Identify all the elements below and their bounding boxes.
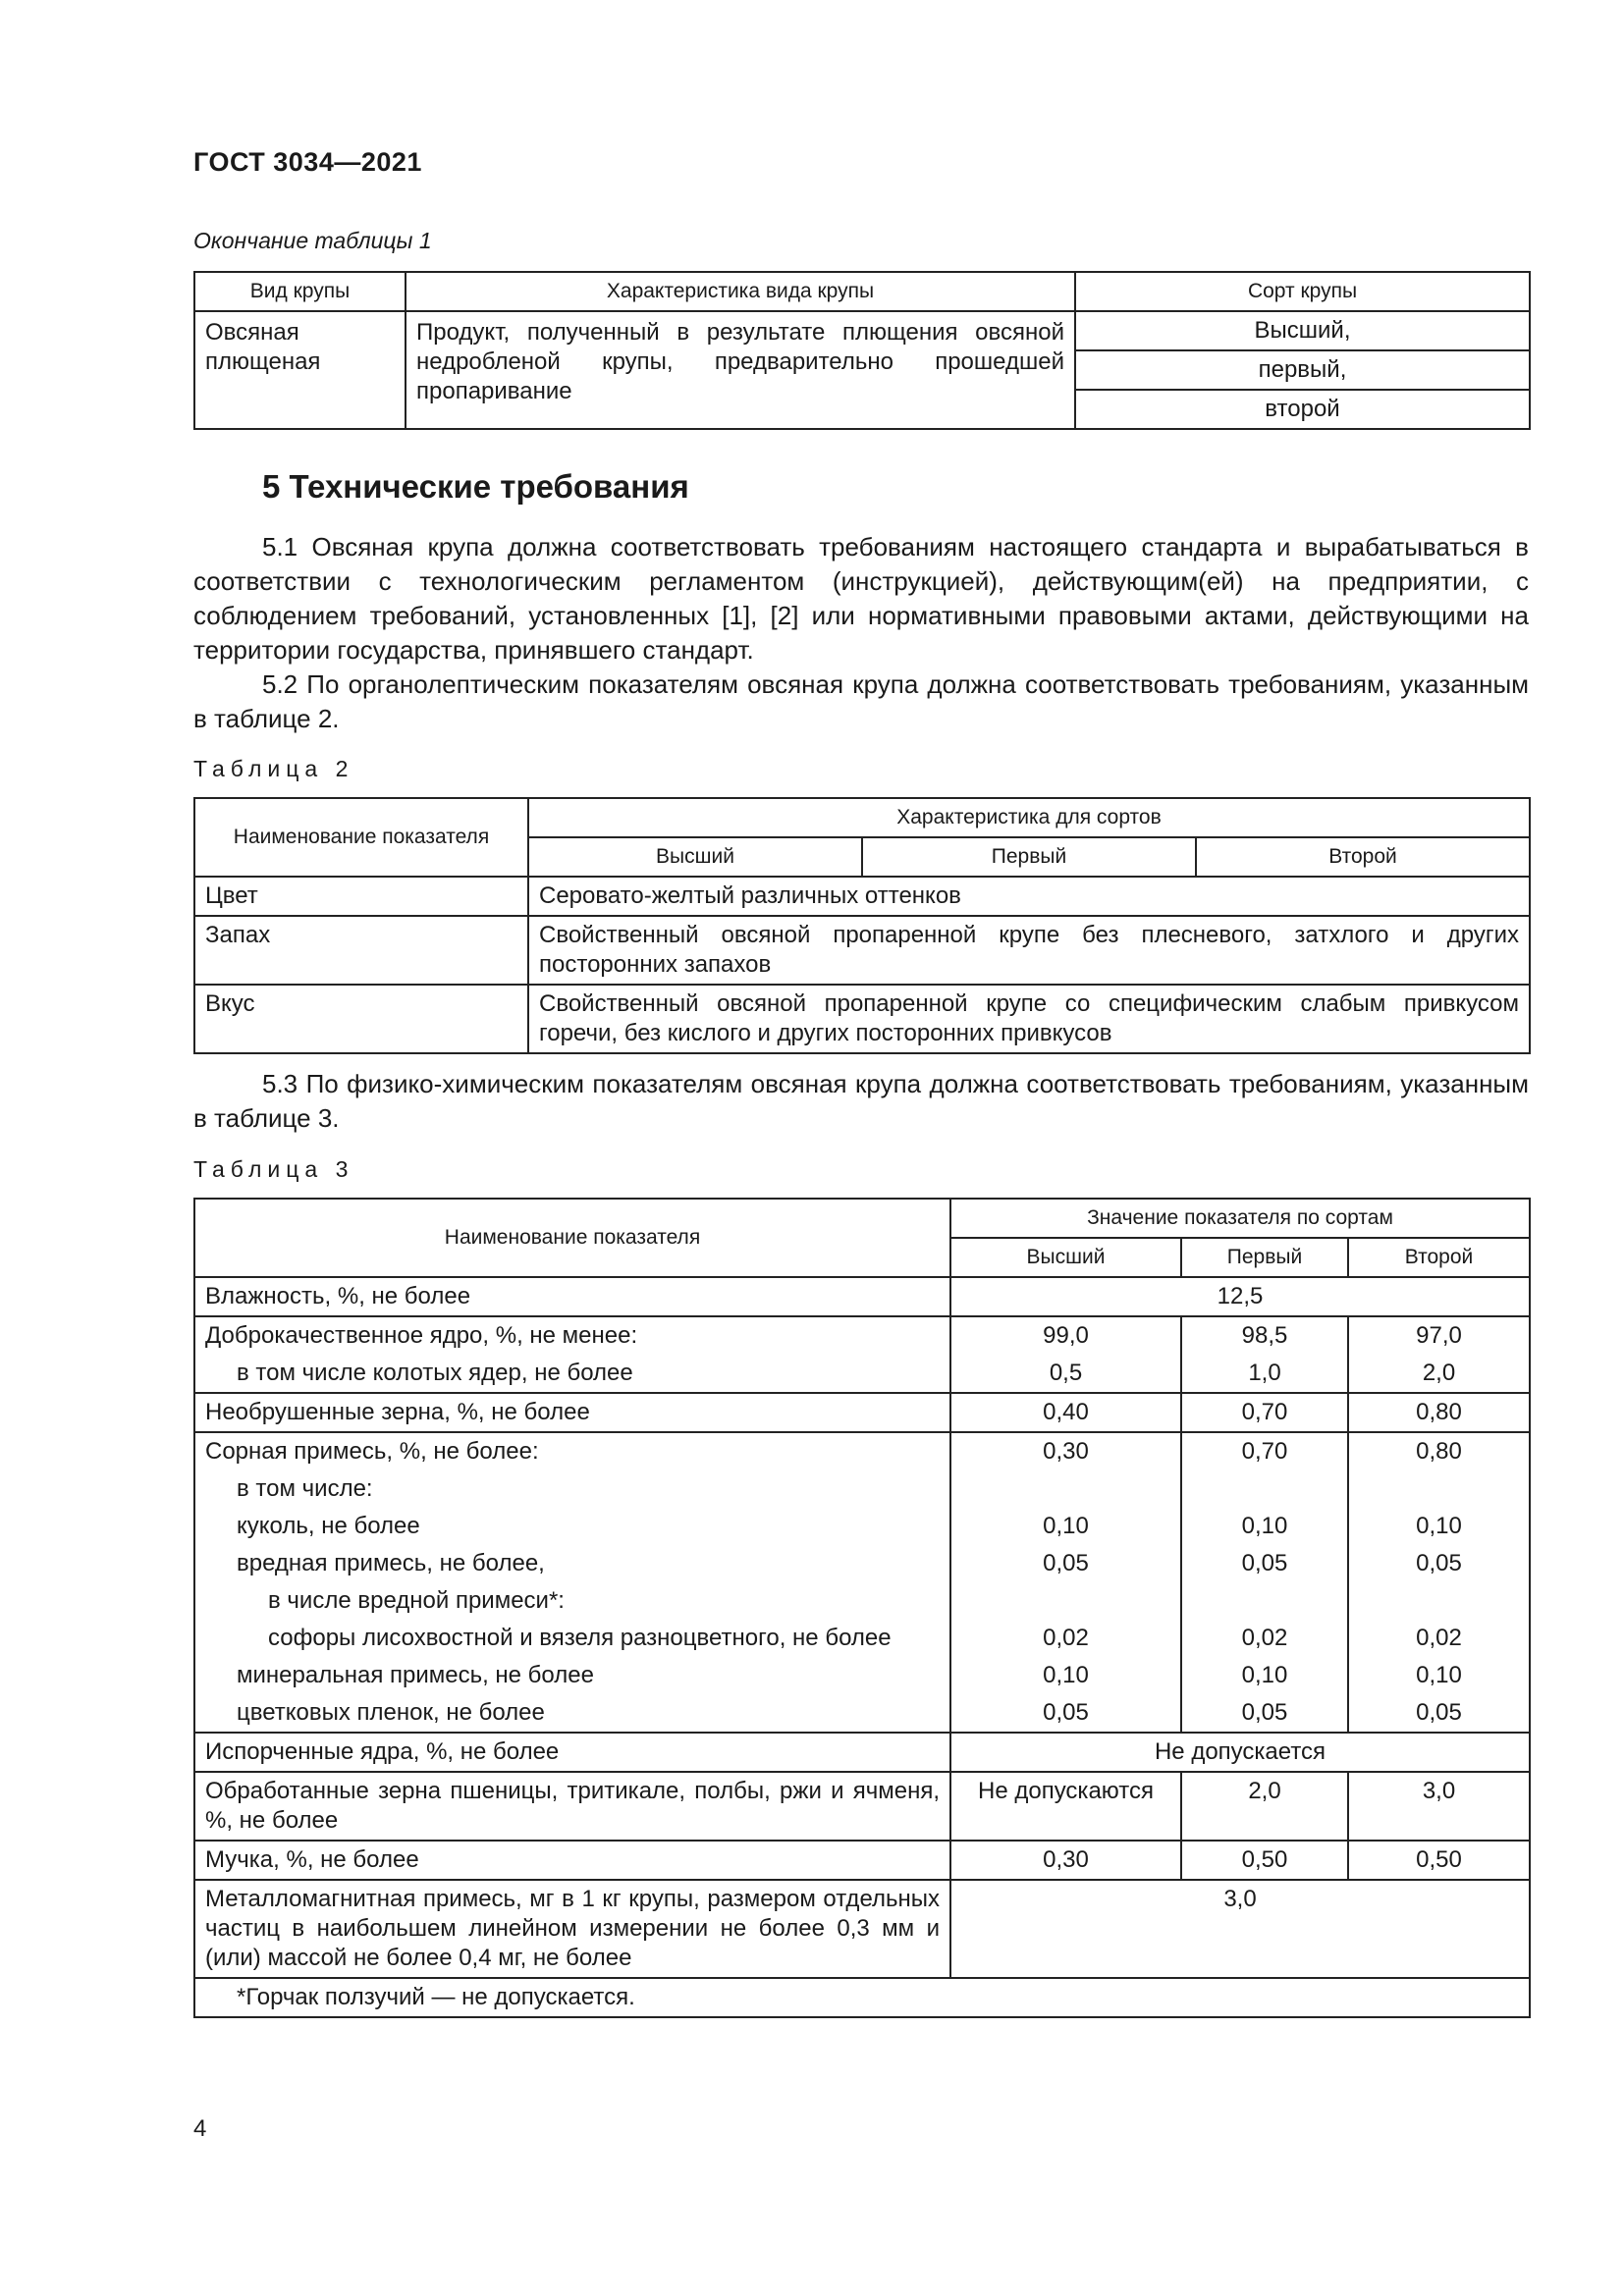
table3-value-grade-3: 97,0 bbox=[1348, 1316, 1530, 1355]
table3-empty-cell bbox=[950, 1470, 1181, 1508]
table3-value-grade-1: 0,02 bbox=[950, 1620, 1181, 1657]
table2-header-grade-3: Второй bbox=[1196, 837, 1530, 877]
table3-value-grade-1: 0,10 bbox=[950, 1508, 1181, 1545]
table3-value-grade-1: 0,10 bbox=[950, 1657, 1181, 1694]
table3-row-name: в том числе: bbox=[194, 1470, 950, 1508]
table3-value-grade-2: 1,0 bbox=[1181, 1355, 1348, 1393]
table2-row-value: Серовато-желтый различных оттенков bbox=[528, 877, 1530, 916]
table1 bbox=[193, 271, 1531, 430]
table2 bbox=[193, 797, 1531, 1054]
table3-row-name: Доброкачественное ядро, %, не менее: bbox=[194, 1316, 950, 1355]
table2-row-name: Цвет bbox=[194, 877, 528, 916]
table3-row-name: Испорченные ядра, %, не более bbox=[194, 1733, 950, 1772]
table3-value-grade-3: 0,05 bbox=[1348, 1694, 1530, 1733]
table3-value-grade-1: 0,5 bbox=[950, 1355, 1181, 1393]
table3-empty-cell bbox=[1181, 1582, 1348, 1620]
table2-header-grade-1: Высший bbox=[528, 837, 862, 877]
table3 bbox=[193, 1198, 1531, 2018]
table3-row-name: Влажность, %, не более bbox=[194, 1277, 950, 1316]
table3-row-name: в числе вредной примеси*: bbox=[194, 1582, 950, 1620]
table1-cell-type: Овсяная плющеная bbox=[194, 311, 406, 429]
table3-value-grade-3: 2,0 bbox=[1348, 1355, 1530, 1393]
table3-footnote: *Горчак ползучий — не допускается. bbox=[194, 1978, 1530, 2017]
table2-row-value: Свойственный овсяной пропаренной крупе со специфическим слабым привкусом горечи, без кислого и других посторонних привкусов bbox=[528, 985, 1530, 1053]
table3-value-grade-3: 0,05 bbox=[1348, 1545, 1530, 1582]
table3-value-grade-2: 2,0 bbox=[1181, 1772, 1348, 1841]
table3-value-grade-1: 0,05 bbox=[950, 1545, 1181, 1582]
table3-row-name: вредная примесь, не более, bbox=[194, 1545, 950, 1582]
table2-row-name: Вкус bbox=[194, 985, 528, 1053]
table1-caption: Окончание таблицы 1 bbox=[193, 228, 432, 253]
table3-value-grade-1: Не допускаются bbox=[950, 1772, 1181, 1841]
table3-value-grade-3: 3,0 bbox=[1348, 1772, 1530, 1841]
table3-row-name: софоры лисохвостной и вязеля разноцветного, не более bbox=[194, 1620, 950, 1657]
table1-header-grade: Сорт крупы bbox=[1075, 272, 1530, 311]
table3-value-grade-2: 98,5 bbox=[1181, 1316, 1348, 1355]
table3-value-grade-2: 0,50 bbox=[1181, 1841, 1348, 1880]
table3-caption: Таблица 3 bbox=[193, 1156, 354, 1182]
table2-header-group: Характеристика для сортов bbox=[528, 798, 1530, 837]
table3-row-name: в том числе колотых ядер, не более bbox=[194, 1355, 950, 1393]
table3-value-grade-3: 0,50 bbox=[1348, 1841, 1530, 1880]
table2-caption: Таблица 2 bbox=[193, 756, 354, 781]
table1-header-type: Вид крупы bbox=[194, 272, 406, 311]
table2-row-name: Запах bbox=[194, 916, 528, 985]
paragraph-5-1: 5.1 Овсяная крупа должна соответствовать требованиям настоящего стандарта и вырабатываться в соответствии с технологическим регламентом (инструкцией), действующим(ей) на предприятии, с соблюдением требований, установленных [1], [2] или нормативными правовыми актами, действующими на территории государства, принявшего стандарт. bbox=[193, 532, 1529, 665]
table3-empty-cell bbox=[1348, 1582, 1530, 1620]
table3-row-value: Не допускается bbox=[950, 1733, 1530, 1772]
table1-cell-grade-1: Высший, bbox=[1075, 311, 1530, 350]
table3-empty-cell bbox=[1348, 1470, 1530, 1508]
table3-value-grade-1: 99,0 bbox=[950, 1316, 1181, 1355]
table3-row-name: Необрушенные зерна, %, не более bbox=[194, 1393, 950, 1432]
table3-row-name: минеральная примесь, не более bbox=[194, 1657, 950, 1694]
table3-header-grade-2: Первый bbox=[1181, 1238, 1348, 1277]
table3-value-grade-1: 0,05 bbox=[950, 1694, 1181, 1733]
table1-cell-grade-3: второй bbox=[1075, 390, 1530, 429]
table3-empty-cell bbox=[1181, 1470, 1348, 1508]
table3-value-grade-3: 0,10 bbox=[1348, 1508, 1530, 1545]
table3-row-name: Мучка, %, не более bbox=[194, 1841, 950, 1880]
table3-value-grade-3: 0,80 bbox=[1348, 1393, 1530, 1432]
table3-value-grade-2: 0,70 bbox=[1181, 1393, 1348, 1432]
table3-row-name: Металломагнитная примесь, мг в 1 кг крупы, размером отдельных частиц в наибольшем линейном измерении не более 0,3 мм и (или) массой не более 0,4 мг, не более bbox=[194, 1880, 950, 1978]
table1-header-description: Характеристика вида крупы bbox=[406, 272, 1075, 311]
table3-header-name: Наименование показателя bbox=[194, 1199, 950, 1277]
table3-value-grade-1: 0,30 bbox=[950, 1841, 1181, 1880]
table3-value-grade-3: 0,10 bbox=[1348, 1657, 1530, 1694]
table3-value-grade-3: 0,80 bbox=[1348, 1432, 1530, 1470]
paragraph-5-3: 5.3 По физико-химическим показателям овсяная крупа должна соответствовать требованиям, указанным в таблице 3. bbox=[193, 1069, 1529, 1133]
table3-row-value: 12,5 bbox=[950, 1277, 1530, 1316]
table3-row-value: 3,0 bbox=[950, 1880, 1530, 1978]
table1-cell-grade-2: первый, bbox=[1075, 350, 1530, 390]
table3-row-name: куколь, не более bbox=[194, 1508, 950, 1545]
table3-value-grade-1: 0,40 bbox=[950, 1393, 1181, 1432]
paragraph-5-2: 5.2 По органолептическим показателям овсяная крупа должна соответствовать требованиям, указанным в таблице 2. bbox=[193, 669, 1529, 733]
table3-header-grade-3: Второй bbox=[1348, 1238, 1530, 1277]
table3-empty-cell bbox=[950, 1582, 1181, 1620]
table3-header-grade-1: Высший bbox=[950, 1238, 1181, 1277]
document-code: ГОСТ 3034—2021 bbox=[193, 147, 422, 177]
section-title: 5 Технические требования bbox=[262, 468, 689, 505]
table3-value-grade-2: 0,05 bbox=[1181, 1545, 1348, 1582]
table3-row-name: цветковых пленок, не более bbox=[194, 1694, 950, 1733]
table3-value-grade-2: 0,02 bbox=[1181, 1620, 1348, 1657]
table3-row-name: Обработанные зерна пшеницы, тритикале, полбы, ржи и ячменя, %, не более bbox=[194, 1772, 950, 1841]
table2-header-grade-2: Первый bbox=[862, 837, 1196, 877]
table3-value-grade-2: 0,10 bbox=[1181, 1508, 1348, 1545]
table3-row-name: Сорная примесь, %, не более: bbox=[194, 1432, 950, 1470]
page-number: 4 bbox=[193, 2115, 207, 2142]
table3-value-grade-3: 0,02 bbox=[1348, 1620, 1530, 1657]
table3-value-grade-1: 0,30 bbox=[950, 1432, 1181, 1470]
table3-value-grade-2: 0,70 bbox=[1181, 1432, 1348, 1470]
table2-header-name: Наименование показателя bbox=[194, 798, 528, 877]
table2-row-value: Свойственный овсяной пропаренной крупе без плесневого, затхлого и других посторонних запахов bbox=[528, 916, 1530, 985]
table3-value-grade-2: 0,10 bbox=[1181, 1657, 1348, 1694]
table1-cell-description: Продукт, полученный в результате плющения овсяной недробленой крупы, предварительно прошедшей пропаривание bbox=[406, 311, 1075, 429]
table3-header-group: Значение показателя по сортам bbox=[950, 1199, 1530, 1238]
table3-value-grade-2: 0,05 bbox=[1181, 1694, 1348, 1733]
